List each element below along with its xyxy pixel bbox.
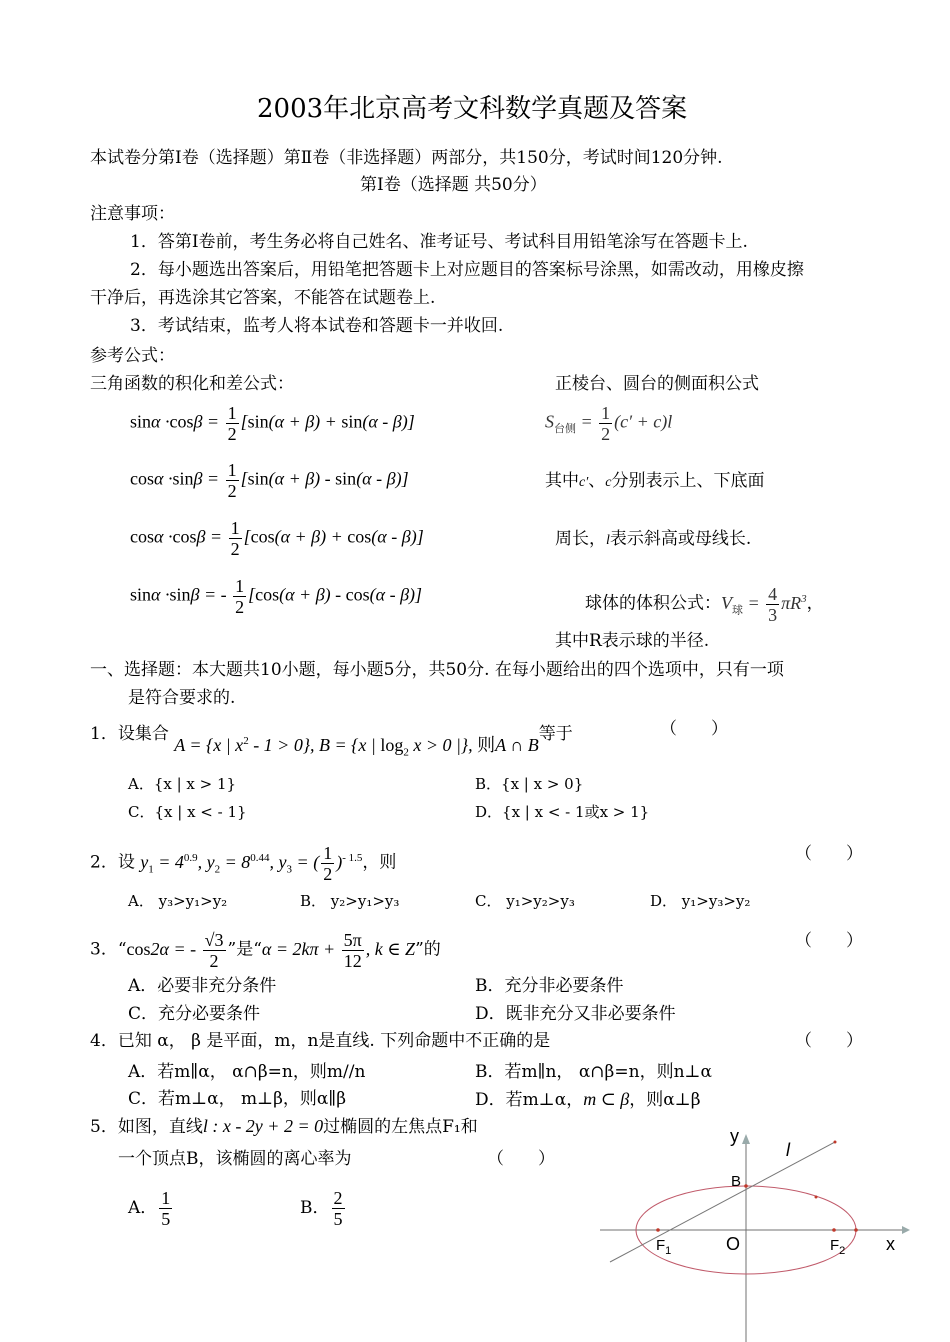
q5-option-b [300,1188,347,1229]
section1-heading: 一、选择题：本大题共10小题，每小题5分，共50分. 在每小题给出的四个选项中，只有一项 [90,660,784,680]
q5-option-b-num: 2 [333,1188,343,1208]
frustum-note-1-text: 分别表示上、下底面 [611,471,765,491]
q5-option-a-label: A． [128,1198,158,1218]
q3-option-b: B．充分非必要条件 [475,976,624,996]
frustum-note-1: 其中c′、c分别表示上、下底面 [545,471,765,491]
q4-option-d: D．若m⊥α，m ⊂ β，则α⊥β [475,1089,701,1110]
q1-option-a: A．{x | x > 1} [128,775,237,793]
formula-sin-sin: sinα ·sinβ = - $\frac{1}{2}$ [cos(α + β) - cos(α - β)] [130,576,423,617]
label-x: x [886,1234,895,1254]
q3-option-d: D．既非充分又非必要条件 [475,1004,676,1024]
x-axis-arrow [902,1226,910,1234]
label-f2: $F_2$ [830,1237,846,1257]
sphere-label: 球体的体积公式： [585,593,721,614]
q2-num: 2．设 [90,852,135,873]
formula-cos-cos: cosα ·cosβ = $\frac{1}{2}$ [cos(α + β) + cos(α - β)] [130,518,424,559]
point-on-line [834,1141,837,1144]
q4-option-d-suffix: ，则α⊥β [629,1090,701,1110]
frustum-note-1-prefix: 其中 [545,471,579,491]
q5-line2: 一个顶点B，该椭圆的离心率为 [118,1149,352,1169]
q5-num: 5．如图，直线 [90,1117,203,1137]
line-l [610,1142,835,1262]
q2-option-c: C． y₁>y₂>y₃ [475,892,575,910]
q3-option-a: A．必要非充分条件 [128,976,277,996]
notice-heading: 注意事项： [90,204,175,224]
q5-option-a-num: 1 [161,1188,171,1208]
q5-answer-blank: （ ） [487,1149,555,1169]
point-right-vertex [854,1228,858,1232]
q1-num: 1．设集合 [90,724,169,744]
frustum-heading: 正棱台、圆台的侧面积公式 [555,374,759,394]
q2-tail: ，则 [362,852,397,873]
notice-2b: 干净后，再选涂其它答案，不能答在试题卷上. [90,288,436,308]
notice-2a: 2．每小题选出答案后，用铅笔把答题卡上对应题目的答案标号涂黑，如需改动，用橡皮擦 [130,260,804,280]
label-y: y [730,1126,739,1146]
q3-tail: ”的 [415,939,441,960]
point-f1 [656,1228,660,1232]
q2-option-b: B． y₂>y₁>y₃ [300,892,400,910]
q2-option-d: D． y₁>y₃>y₂ [650,892,751,910]
formula-sin-cos: sinα ·cosβ = $\frac{1}{2}$ [sin(α + β) + sin(α - β)] [130,403,415,444]
q1-answer-blank: （ ） [660,719,728,739]
q4-option-d-prefix: D．若m⊥α， [475,1090,584,1110]
q3-mid: ”是“ [227,939,262,960]
label-f1: $F_1$ [656,1237,672,1257]
q4-option-a: A．若m∥α， α∩β=n，则m//n [128,1062,366,1082]
point-on-ellipse [815,1196,818,1199]
point-f2 [832,1228,836,1232]
label-o: O [726,1234,741,1254]
q3-answer-blank: （ ） [795,931,863,951]
intro-text: 本试卷分第Ⅰ卷（选择题）第Ⅱ卷（非选择题）两部分，共150分，考试时间120分钟. [90,148,723,168]
q1-tail: 等于 [538,724,573,744]
label-b: B [731,1173,742,1190]
q3-option-c: C．充分必要条件 [128,1004,261,1024]
q5-tail: 过椭圆的左焦点F₁和 [323,1117,478,1137]
part1-title: 第Ⅰ卷（选择题 共50分） [360,175,547,195]
q5-option-a-den: 5 [161,1209,171,1229]
q2-option-a: A． y₃>y₁>y₂ [128,892,228,910]
notice-3: 3．考试结束，监考人将本试卷和答题卡一并收回. [130,316,504,336]
q4-option-c: C．若m⊥α， m⊥β，则α∥β [128,1089,347,1109]
sphere-note: 其中R表示球的半径. [555,631,710,651]
label-l: l [786,1140,790,1160]
q4-option-b: B．若m∥n， α∩β=n，则n⊥α [475,1062,712,1082]
question-5: 5．如图，直线l : x - 2y + 2 = 0过椭圆的左焦点F₁和 [90,1116,478,1137]
notice-1: 1．答第Ⅰ卷前，考生务必将自己姓名、准考证号、考试科目用铅笔涂写在答题卡上. [130,232,748,252]
formula-cos-sin: cosα ·sinβ = $\frac{1}{2}$ [sin(α + β) - sin(α - β)] [130,460,409,501]
point-b [744,1184,748,1188]
q5-option-b-den: 5 [333,1209,343,1229]
reference-heading: 参考公式： [90,346,175,366]
q3-num: 3．“ [90,939,127,960]
sphere-volume: 球体的体积公式：$V_球$ = $\frac{4}{3}$ $\pi R^3$， [585,584,824,625]
section1-heading-cont: 是符合要求的. [128,688,236,708]
question-1: 1．设集合 A = {x | $x^2 - 1 > 0$}, B = {x | $\log_2 x > 0$ |}, 则A ∩ B等于 [90,724,573,759]
page-title: 2003年北京高考文科数学真题及答案 [257,94,688,124]
question-2: 2．设 $y_1 = 4^{0.9}$, $y_2 = 8^{0.44}$, $y_3$ = ( $\frac{1}{2}$ )$^{- 1.5}$，则 [90,843,397,884]
formula-frustum-area: $S_{台侧}$ = $\frac{1}{2}$ (c′ + c)l [545,403,673,444]
frustum-note-2-text: 表示斜高或母线长. [609,529,752,549]
q5-option-a [128,1188,174,1229]
frustum-note-2: 周长，l表示斜高或母线长. [555,529,752,549]
question-3: 3．“cos2α = - $\frac{√3}{2}$ ”是“α = 2kπ + $\frac{5\pi}{12}$ , k ∈ Z”的 [90,930,441,971]
trig-heading: 三角函数的积化和差公式： [90,374,294,394]
q4-answer-blank: （ ） [795,1031,863,1051]
q1-option-c: C．{x | x < - 1} [128,803,247,821]
q1-option-d: D．{x | x < - 1或x > 1} [475,803,650,821]
q1-option-b: B．{x | x > 0} [475,775,584,793]
frustum-note-2-prefix: 周长， [555,529,606,549]
q5-option-b-label: B． [300,1198,330,1218]
question-4: 4．已知 α， β 是平面，m，n是直线. 下列命题中不正确的是 [90,1031,551,1051]
y-axis-arrow [742,1134,750,1144]
q2-answer-blank: （ ） [795,844,863,864]
ellipse-figure [590,1120,920,1342]
